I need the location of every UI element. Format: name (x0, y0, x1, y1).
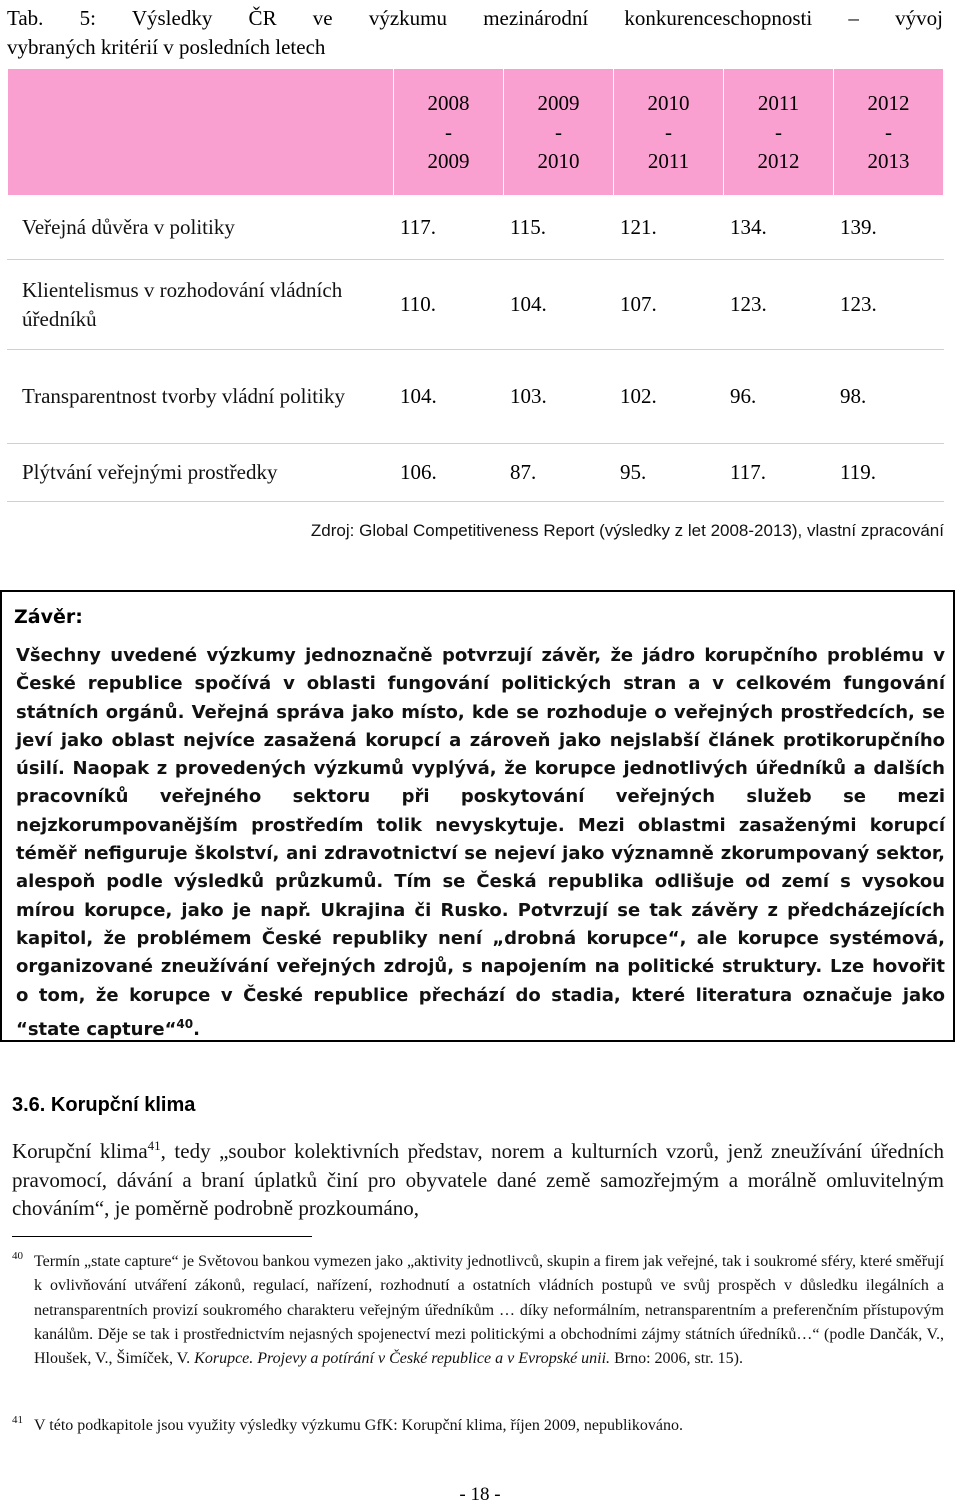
header-blank-cell (8, 69, 394, 196)
table-cell: 98. (834, 350, 944, 444)
table-cell: 121. (614, 196, 724, 260)
footnote-number: 41 (12, 1414, 23, 1426)
conclusion-box (0, 590, 955, 1042)
year-header: 2012 - 2013 (834, 69, 944, 196)
year-header: 2011 - 2012 (724, 69, 834, 196)
table-cell: 119. (834, 444, 944, 502)
table-cell: 123. (834, 260, 944, 350)
page-number: - 18 - (459, 1484, 501, 1505)
footnote-ref-40[interactable]: 40 (176, 1016, 194, 1031)
table-cell: 104. (394, 350, 504, 444)
table-row (8, 196, 944, 260)
table-header-row (8, 69, 944, 196)
caption-line-1: Tab. 5: Výsledky ČR ve výzkumu mezinárodní konkurenceschopnosti – vývoj (7, 6, 943, 30)
year-header: 2009 - 2010 (504, 69, 614, 196)
footnote: 40 Termín „state capture“ je Světovou bankou vymezen jako „aktivity jednotlivců, skupin a firem jak veřejné, tak i soukromé sféry, které směřují k ovlivňování utváření zákonů, regulací, nařízení, rozhodnutí a ostatních vládních postupů ve svůj prospěch v důsledku ilegálních a netransparentních provizí soukromého charakteru veřejným úředníkům … díky neformálním, netransparentním a preferenčním přístupovým kanálům. Děje se tak i prostřednictvím nejasných spojenectví mezi politickými a obchodními zájmy státních úředníků…“ (podle Dančák, V., Hloušek, V., Šimíček, V. Korupce. Projevy a potírání v České republice a v Evropské unii. Brno: 2006, str. 15). (12, 1250, 944, 1371)
table-cell: 104. (504, 260, 614, 350)
conclusion-heading: Závěr: (14, 606, 83, 628)
table-cell: 87. (504, 444, 614, 502)
table-cell: 106. (394, 444, 504, 502)
table-cell: 117. (724, 444, 834, 502)
table-cell: 107. (614, 260, 724, 350)
table-cell: 115. (504, 196, 614, 260)
row-label: Plýtvání veřejnými prostředky (8, 444, 394, 502)
row-label: Klientelismus v rozhodování vládních úředníků (8, 260, 394, 350)
table-source-note: Zdroj: Global Competitiveness Report (výsledky z let 2008-2013), vlastní zpracování (310, 521, 944, 540)
table-cell: 139. (834, 196, 944, 260)
conclusion-text: Všechny uvedené výzkumy jednoznačně potvrzují závěr, že jádro korupčního problému v České republice spočívá v oblasti fungování politických stran a v celkovém fungování státních orgánů. Veřejná správa jako místo, kde se rozhoduje o veřejných prostředcích, se jeví jako oblast nejvíce zasažená korupcí a zároveň jako nejslabší článek protikorupčního úsilí. Naopak z provedených výzkumů vyplývá, že korupce jednotlivých úředníků a dalších pracovníků veřejného sektoru při poskytování veřejných služeb se mezi nejzkorumpovanějším prostředím tolik nevyskytuje. Mezi oblastmi zasaženými korupcí téměř nefiguruje školství, ani zdravotnictví se nejeví jako významně zkorumpovaný sektor, alespoň podle výsledků průzkumů. Tím se Česká republika odlišuje od zemí s vysokou mírou korupce, jako je např. Ukrajina či Rusko. Potvrzují se tak závěry z předcházejících kapitol, že problémem České republiky není „drobná korupce“, ale korupce systémová, organizované zneužívání veřejných zdrojů, s napojením na politické struktury. Lze hovořit o tom, že korupce v České republice přechází do stadia, které literatura označuje jako “state capture“$^{40}$. (16, 645, 945, 1040)
year-header: 2010 - 2011 (614, 69, 724, 196)
table-row (8, 444, 944, 502)
footnote-number: 40 (12, 1250, 23, 1262)
row-label: Transparentnost tvorby vládní politiky (8, 350, 394, 444)
table-cell: 102. (614, 350, 724, 444)
year-header: 2008 - 2009 (394, 69, 504, 196)
section-heading: 3.6. Korupční klima (12, 1094, 196, 1116)
table-cell: 117. (394, 196, 504, 260)
section-body-text: Korupční klima$^{41}$, tedy „soubor kolektivních představ, norem a kulturních vzorů, jenž zneužívání úředních pravomocí, dávání a braní úplatků činí pro obyvatele dané země samozřejmým a morálně omluvitelným chováním“, je poměrně podrobně prozkoumáno, (12, 1138, 944, 1220)
table-cell: 96. (724, 350, 834, 444)
table-cell: 110. (394, 260, 504, 350)
table-cell: 95. (614, 444, 724, 502)
competitiveness-table (7, 68, 944, 502)
caption-line-2: vybraných kritérií v posledních letech (7, 35, 326, 59)
table-cell: 134. (724, 196, 834, 260)
row-label: Veřejná důvěra v politiky (8, 196, 394, 260)
table-row (8, 260, 944, 350)
table-row (8, 350, 944, 444)
table-cell: 123. (724, 260, 834, 350)
footnote: 41 V této podkapitole jsou využity výsledky výzkumu GfK: Korupční klima, říjen 2009, nepublikováno. (12, 1414, 944, 1438)
footnote-ref-41[interactable]: 41 (147, 1138, 161, 1153)
table-caption (7, 4, 943, 62)
table-cell: 103. (504, 350, 614, 444)
footnote-divider (12, 1236, 312, 1237)
